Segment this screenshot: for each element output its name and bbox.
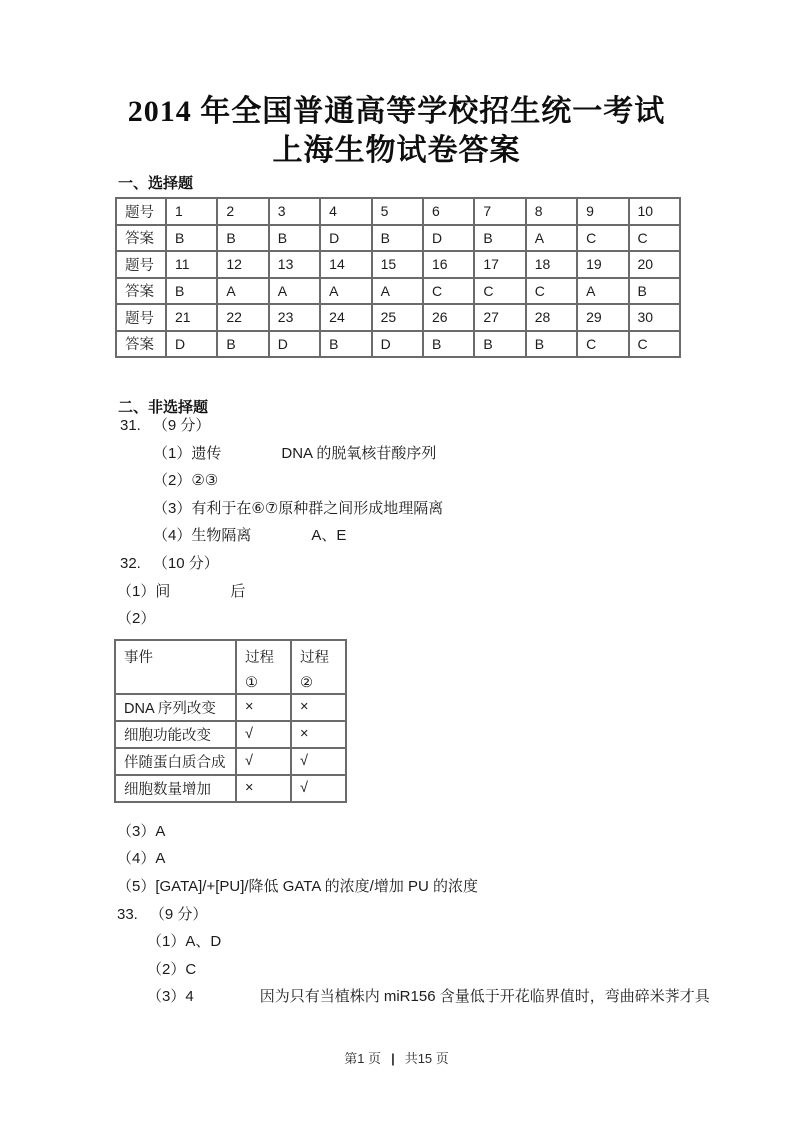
event-label: 细胞功能改变 [115, 721, 236, 748]
item-answer: ②③ [191, 472, 219, 490]
answer-cell: B [166, 278, 217, 305]
question-33-points: （9 分） [149, 905, 208, 923]
question-32-item-5 [117, 873, 732, 901]
answer-table [115, 197, 681, 358]
process-1-mark: √ [236, 721, 291, 748]
item-answer: A [155, 850, 166, 868]
process-table [114, 639, 347, 803]
question-number-cell: 23 [269, 304, 320, 331]
answer-table-row [116, 198, 680, 225]
item-answer: C [185, 960, 197, 978]
question-33-item-1 [120, 928, 732, 956]
answer-cell: B [372, 225, 423, 252]
question-number-cell: 25 [372, 304, 423, 331]
question-32-points: （10 分） [152, 554, 219, 572]
item-answer: 遗传 [191, 444, 222, 462]
question-number-cell: 14 [320, 251, 371, 278]
question-number-cell: 7 [474, 198, 525, 225]
process-1-mark: × [236, 694, 291, 721]
item-number: （4） [117, 850, 156, 868]
item-answer: A、D [185, 933, 222, 951]
item-number: （2） [153, 472, 192, 490]
question-number-cell: 24 [320, 304, 371, 331]
question-number-cell: 11 [166, 251, 217, 278]
question-33-header [117, 901, 732, 929]
answer-cell: D [423, 225, 474, 252]
answer-cell: C [474, 278, 525, 305]
question-number-cell: 17 [474, 251, 525, 278]
column-header-circled-number: ② [300, 674, 313, 691]
question-number-cell: 3 [269, 198, 320, 225]
answer-cell: B [474, 225, 525, 252]
non-choice-answers [117, 412, 732, 1011]
column-header-text: 过程 [300, 649, 329, 666]
process-table-row [115, 775, 346, 802]
question-31-points: （9 分） [152, 417, 211, 434]
question-number-cell: 21 [166, 304, 217, 331]
row-label: 答案 [116, 225, 166, 252]
question-number-cell: 27 [474, 304, 525, 331]
row-label: 题号 [116, 304, 166, 331]
process-table-row [115, 694, 346, 721]
answer-cell: A [269, 278, 320, 305]
answer-cell: B [526, 331, 577, 358]
event-label: 伴随蛋白质合成 [115, 748, 236, 775]
item-number: （2） [117, 610, 156, 628]
process-2-mark: × [291, 694, 346, 721]
answer-cell: A [217, 278, 268, 305]
question-32-item-4 [117, 845, 732, 873]
column-header-circled-number: ① [245, 674, 258, 691]
footer-separator: | [391, 1051, 395, 1066]
answer-cell: D [372, 331, 423, 358]
item-answer-extra: 后 [230, 582, 246, 600]
answer-table-row [116, 331, 680, 358]
document-title-line-2: 上海生物试卷答案 [272, 134, 521, 167]
page-footer [0, 1048, 793, 1067]
item-number: （1） [117, 582, 156, 600]
item-answer: 有利于在⑥⑦原种群之间形成地理隔离 [191, 499, 444, 517]
question-number-cell: 29 [577, 304, 628, 331]
question-32-item-2 [117, 605, 732, 633]
item-number: （4） [153, 527, 192, 545]
question-number-cell: 1 [166, 198, 217, 225]
question-31-number: 31. [120, 417, 141, 434]
column-header-event: 事件 [115, 640, 236, 694]
answer-cell: B [166, 225, 217, 252]
answer-cell: C [629, 225, 680, 252]
answer-cell: C [577, 331, 628, 358]
section-heading-non-multiple-choice: 二、非选择题 [118, 399, 209, 416]
document-title-line-1: 2014 年全国普通高等学校招生统一考试 [127, 95, 666, 128]
question-number-cell: 20 [629, 251, 680, 278]
question-33-number: 33. [117, 905, 138, 923]
answer-cell: A [372, 278, 423, 305]
process-1-mark: × [236, 775, 291, 802]
answer-table-row [116, 304, 680, 331]
question-number-cell: 13 [269, 251, 320, 278]
answer-cell: A [320, 278, 371, 305]
question-number-cell: 16 [423, 251, 474, 278]
item-answer: 生物隔离 [191, 527, 252, 545]
item-answer: [GATA]/+[PU]/降低 GATA 的浓度/增加 PU 的浓度 [155, 877, 479, 895]
answer-table-row [116, 251, 680, 278]
process-1-mark: √ [236, 748, 291, 775]
total-pages: 共15 页 [404, 1051, 449, 1066]
question-number-cell: 6 [423, 198, 474, 225]
column-header-process-1 [236, 640, 291, 694]
page-number: 第1 页 [344, 1051, 382, 1066]
document-title [0, 92, 793, 170]
answer-cell: C [526, 278, 577, 305]
item-number: （2） [147, 960, 186, 978]
item-number: （3） [153, 499, 192, 517]
answer-table-row [116, 225, 680, 252]
answer-cell: B [269, 225, 320, 252]
question-32-item-3 [117, 818, 732, 846]
question-number-cell: 18 [526, 251, 577, 278]
question-number-cell: 4 [320, 198, 371, 225]
answer-cell: A [526, 225, 577, 252]
item-answer-extra: DNA 的脱氧核苷酸序列 [281, 444, 437, 462]
question-number-cell: 5 [372, 198, 423, 225]
row-label: 答案 [116, 331, 166, 358]
process-2-mark: √ [291, 775, 346, 802]
event-label: 细胞数量增加 [115, 775, 236, 802]
question-number-cell: 8 [526, 198, 577, 225]
answer-cell: B [217, 331, 268, 358]
process-table-row [115, 721, 346, 748]
answer-cell: D [269, 331, 320, 358]
answer-cell: D [166, 331, 217, 358]
row-label: 答案 [116, 278, 166, 305]
item-answer-extra: 因为只有当植株内 miR156 含量低于开花临界值时，弯曲碎米荠才具 [259, 988, 710, 1006]
question-number-cell: 12 [217, 251, 268, 278]
question-number-cell: 30 [629, 304, 680, 331]
item-number: （3） [147, 988, 186, 1006]
item-answer: 间 [155, 582, 171, 600]
column-header-text: 过程 [245, 649, 274, 666]
question-number-cell: 10 [629, 198, 680, 225]
row-label: 题号 [116, 198, 166, 225]
row-label: 题号 [116, 251, 166, 278]
item-number: （1） [147, 933, 186, 951]
question-31-item-4 [120, 522, 732, 550]
question-31-item-1 [120, 440, 732, 468]
column-header-process-2 [291, 640, 346, 694]
event-label: DNA 序列改变 [115, 694, 236, 721]
answer-cell: C [629, 331, 680, 358]
question-number-cell: 22 [217, 304, 268, 331]
section-heading-multiple-choice: 一、选择题 [118, 175, 194, 192]
answer-cell: C [423, 278, 474, 305]
question-number-cell: 9 [577, 198, 628, 225]
answer-cell: D [320, 225, 371, 252]
answer-cell: B [320, 331, 371, 358]
question-number-cell: 15 [372, 251, 423, 278]
item-answer: 4 [185, 988, 194, 1006]
process-2-mark: √ [291, 748, 346, 775]
question-33-item-3 [120, 983, 732, 1011]
question-31-item-2 [120, 467, 732, 495]
item-number: （5） [117, 877, 156, 895]
item-number: （1） [153, 444, 192, 462]
answer-cell: A [577, 278, 628, 305]
process-table-row [115, 748, 346, 775]
process-2-mark: × [291, 721, 346, 748]
answer-table-row [116, 278, 680, 305]
question-31-header [120, 412, 732, 440]
process-table-header-row [115, 640, 346, 694]
answer-cell: B [474, 331, 525, 358]
item-number: （3） [117, 822, 156, 840]
question-31-item-3 [120, 495, 732, 523]
answer-cell: B [629, 278, 680, 305]
question-33-item-2 [120, 956, 732, 984]
item-answer-extra: A、E [311, 527, 347, 545]
answer-cell: B [423, 331, 474, 358]
question-32-header [120, 550, 732, 578]
question-number-cell: 2 [217, 198, 268, 225]
question-number-cell: 19 [577, 251, 628, 278]
answer-cell: B [217, 225, 268, 252]
question-number-cell: 26 [423, 304, 474, 331]
question-32-item-1 [117, 578, 732, 606]
item-answer: A [155, 822, 166, 840]
question-32-number: 32. [120, 554, 141, 572]
question-number-cell: 28 [526, 304, 577, 331]
answer-cell: C [577, 225, 628, 252]
